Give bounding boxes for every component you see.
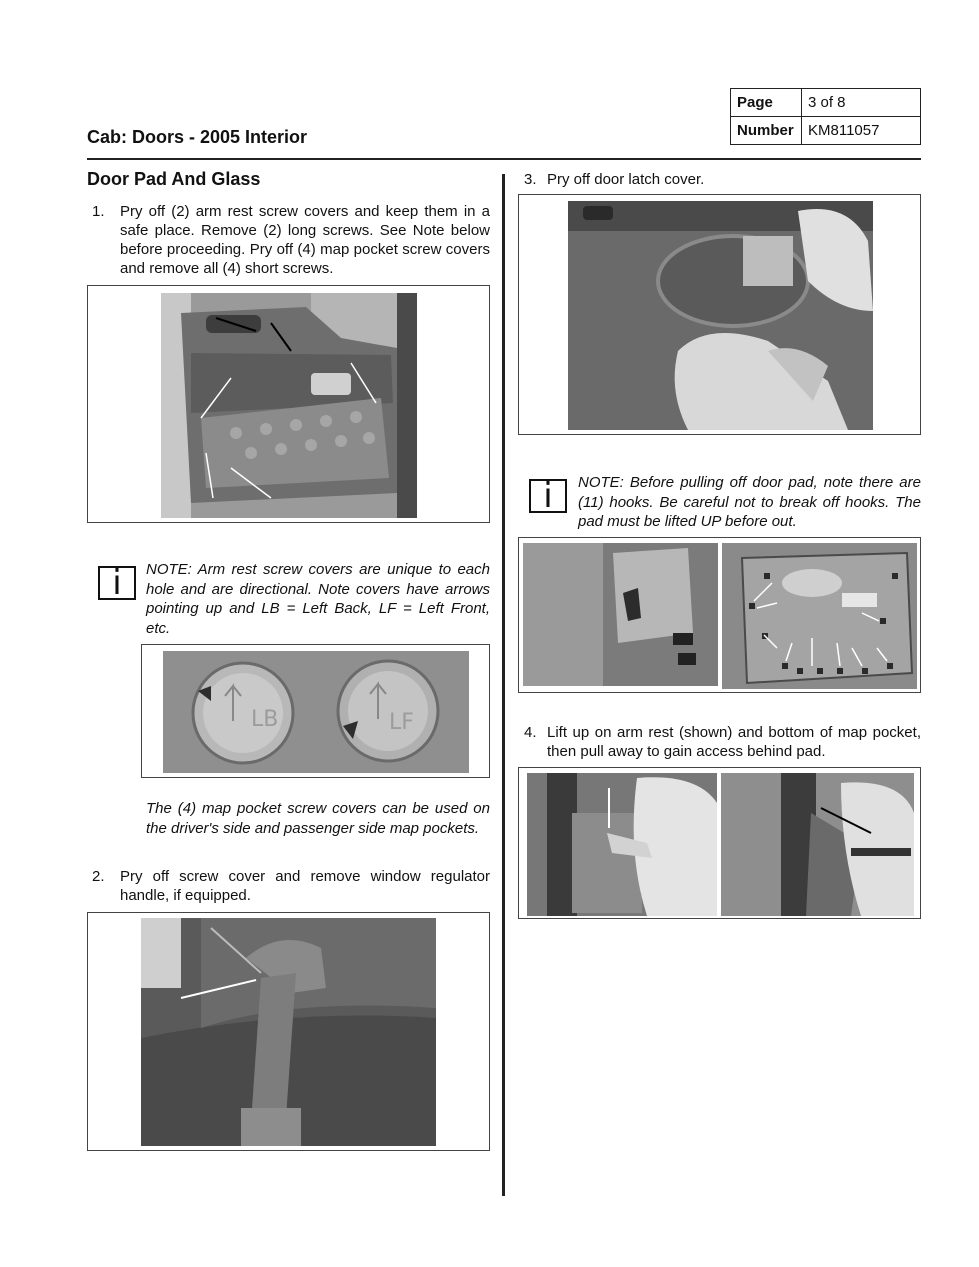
step-1 [92,202,490,278]
latch-cover-photo [568,201,873,430]
step-number: 2. [92,868,105,885]
lift-arm-rest-photo [527,773,717,916]
photo-frame-hooks [518,537,921,693]
note-door-pad-hooks: NOTE: Before pulling off door pad, note there are (11) hooks. Be careful not to break off hooks. The pad must be lifted UP before out. [578,474,921,530]
cover-label-lf: LF [389,710,414,735]
column-divider [502,174,505,1196]
screw-covers-photo [163,651,469,773]
page-value: 3 of 8 [802,89,921,117]
pull-away-pad-photo [721,773,914,916]
photo-frame-door-panel [87,285,490,523]
photo-frame-window-handle [87,912,490,1151]
window-handle-photo [141,918,436,1146]
hook-closeup-photo [523,543,718,686]
step-text: Lift up on arm rest (shown) and bottom of map pocket, then pull away to gain access behind pad. [547,724,921,760]
info-icon: i [529,479,567,513]
number-label: Number [731,117,802,145]
step-number: 4. [524,724,537,741]
photo-frame-latch-cover [518,194,921,435]
step-number: 1. [92,203,105,220]
cover-label-lb: LB [251,707,279,732]
step-text: Pry off (2) arm rest screw covers and keep them in a safe place. Remove (2) long screws. See Note below before proceeding. Pry off (4) map pocket screw covers and remove all (4) short screws. [120,203,490,277]
door-pad-back-photo [722,543,917,689]
step-4 [524,723,921,761]
note-map-pocket-covers: The (4) map pocket screw covers can be used on the driver's side and passenger side map pockets. [146,800,490,837]
step-2 [92,867,490,905]
number-value: KM811057 [802,117,921,145]
header-divider [87,158,921,160]
note-arm-rest-covers: NOTE: Arm rest screw covers are unique to each hole and are directional. Note covers have arrows pointing up and LB = Left Back, LF = Left Front, etc. [146,561,490,637]
step-number: 3. [524,171,537,188]
photo-frame-lift-pad [518,767,921,919]
photo-frame-screw-covers [141,644,490,778]
section-title: Door Pad And Glass [87,169,261,189]
step-text: Pry off door latch cover. [547,171,705,188]
door-panel-photo [161,293,417,518]
step-text: Pry off screw cover and remove window regulator handle, if equipped. [120,868,490,904]
document-meta-table [730,88,921,145]
step-3 [524,170,921,189]
page-label: Page [731,89,802,117]
document-title: Cab: Doors - 2005 Interior [87,127,308,147]
info-icon: i [98,566,136,600]
